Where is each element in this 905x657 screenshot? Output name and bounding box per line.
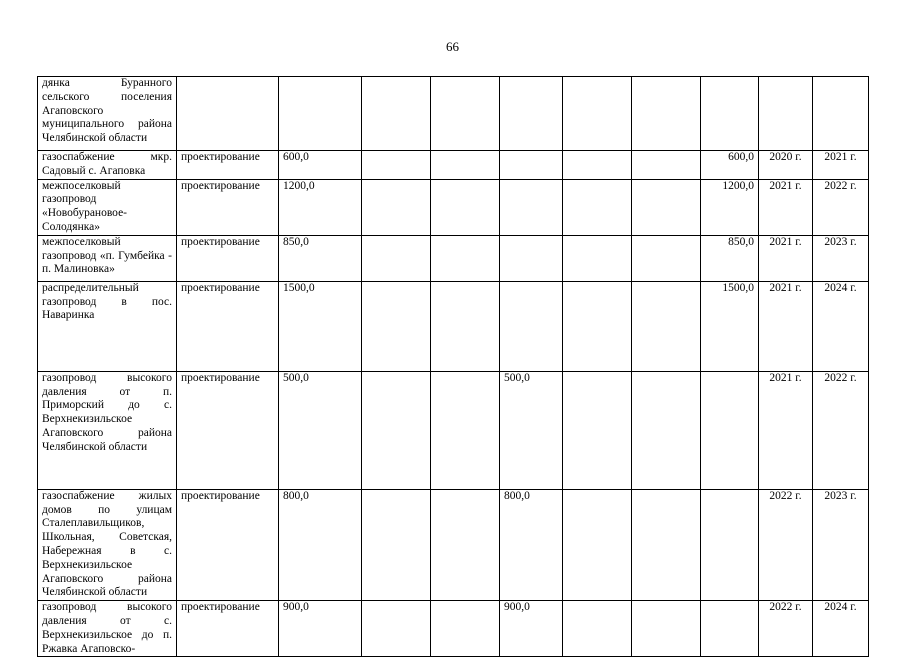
- amount-cell: 850,0: [701, 235, 759, 281]
- amount-cell: [563, 77, 632, 151]
- amount-cell: [431, 77, 500, 151]
- amount-cell: [431, 489, 500, 600]
- total-amount-cell: [279, 77, 362, 151]
- amount-cell: [362, 77, 431, 151]
- work-type-cell: проектирование: [177, 179, 279, 235]
- amount-cell: [632, 489, 701, 600]
- amount-cell: [500, 281, 563, 371]
- amount-cell: [563, 371, 632, 489]
- amount-cell: [563, 235, 632, 281]
- amount-cell: [362, 371, 431, 489]
- amount-cell: [632, 179, 701, 235]
- amount-cell: [632, 151, 701, 180]
- amount-cell: [500, 179, 563, 235]
- object-name-cell: газоспабжение жилых домов по улицам Сталеплавильщиков, Школьная, Советская, Набережная в с. Верхнекизильское Агаповского района Челябинской области: [38, 489, 177, 600]
- amount-cell: [563, 601, 632, 657]
- work-type-cell: проектирование: [177, 235, 279, 281]
- table-row: [38, 489, 869, 600]
- amount-cell: [701, 489, 759, 600]
- start-year-cell: 2021 г.: [759, 281, 813, 371]
- amount-cell: [431, 281, 500, 371]
- table-row: [38, 77, 869, 151]
- amount-cell: 500,0: [500, 371, 563, 489]
- end-year-cell: [813, 77, 869, 151]
- amount-cell: 1500,0: [701, 281, 759, 371]
- work-type-cell: проектирование: [177, 489, 279, 600]
- work-type-cell: проектирование: [177, 281, 279, 371]
- table-row: [38, 235, 869, 281]
- amount-cell: [362, 151, 431, 180]
- amount-cell: [362, 235, 431, 281]
- start-year-cell: 2021 г.: [759, 179, 813, 235]
- end-year-cell: 2023 г.: [813, 489, 869, 600]
- object-name-cell: межпоселковый газопровод «п. Гумбейка - п. Малиновка»: [38, 235, 177, 281]
- amount-cell: [431, 235, 500, 281]
- amount-cell: [362, 489, 431, 600]
- table-row: [38, 179, 869, 235]
- investment-table: [37, 76, 869, 657]
- amount-cell: [431, 151, 500, 180]
- start-year-cell: 2022 г.: [759, 601, 813, 657]
- amount-cell: 900,0: [500, 601, 563, 657]
- amount-cell: [563, 151, 632, 180]
- start-year-cell: 2022 г.: [759, 489, 813, 600]
- object-name-cell: газопровод высокого давления от п. Приморский до с. Верхнекизильское Агаповского района Челябинской области: [38, 371, 177, 489]
- start-year-cell: 2021 г.: [759, 235, 813, 281]
- amount-cell: [362, 601, 431, 657]
- amount-cell: [632, 601, 701, 657]
- start-year-cell: [759, 77, 813, 151]
- end-year-cell: 2024 г.: [813, 281, 869, 371]
- amount-cell: [431, 601, 500, 657]
- start-year-cell: 2021 г.: [759, 371, 813, 489]
- amount-cell: [632, 281, 701, 371]
- total-amount-cell: 1500,0: [279, 281, 362, 371]
- start-year-cell: 2020 г.: [759, 151, 813, 180]
- object-name-cell: распределительный газопровод в пос. Наваринка: [38, 281, 177, 371]
- work-type-cell: проектирование: [177, 151, 279, 180]
- table-row: [38, 371, 869, 489]
- amount-cell: [701, 371, 759, 489]
- end-year-cell: 2021 г.: [813, 151, 869, 180]
- page-number: 66: [446, 39, 459, 54]
- amount-cell: [563, 489, 632, 600]
- total-amount-cell: 850,0: [279, 235, 362, 281]
- total-amount-cell: 500,0: [279, 371, 362, 489]
- amount-cell: [431, 371, 500, 489]
- total-amount-cell: 900,0: [279, 601, 362, 657]
- table-row: [38, 151, 869, 180]
- object-name-cell: дянка Буранного сельского поселения Агаповского муниципального района Челябинской области: [38, 77, 177, 151]
- amount-cell: [701, 77, 759, 151]
- amount-cell: [563, 281, 632, 371]
- amount-cell: [362, 281, 431, 371]
- end-year-cell: 2022 г.: [813, 179, 869, 235]
- amount-cell: [563, 179, 632, 235]
- amount-cell: [500, 151, 563, 180]
- amount-cell: [500, 77, 563, 151]
- amount-cell: 1200,0: [701, 179, 759, 235]
- total-amount-cell: 800,0: [279, 489, 362, 600]
- table-row: [38, 281, 869, 371]
- end-year-cell: 2023 г.: [813, 235, 869, 281]
- work-type-cell: проектирование: [177, 601, 279, 657]
- object-name-cell: газоспабжение мкр. Садовый с. Агаповка: [38, 151, 177, 180]
- table-row: [38, 601, 869, 657]
- amount-cell: 800,0: [500, 489, 563, 600]
- amount-cell: [500, 235, 563, 281]
- object-name-cell: межпоселковый газопровод «Новобурановое-Солодянка»: [38, 179, 177, 235]
- end-year-cell: 2022 г.: [813, 371, 869, 489]
- total-amount-cell: 600,0: [279, 151, 362, 180]
- amount-cell: [632, 371, 701, 489]
- total-amount-cell: 1200,0: [279, 179, 362, 235]
- amount-cell: [632, 77, 701, 151]
- amount-cell: [431, 179, 500, 235]
- object-name-cell: газопровод высокого давления от с. Верхнекизильское до п. Ржавка Агаповско-: [38, 601, 177, 657]
- work-type-cell: [177, 77, 279, 151]
- work-type-cell: проектирование: [177, 371, 279, 489]
- amount-cell: [701, 601, 759, 657]
- end-year-cell: 2024 г.: [813, 601, 869, 657]
- amount-cell: 600,0: [701, 151, 759, 180]
- amount-cell: [362, 179, 431, 235]
- amount-cell: [632, 235, 701, 281]
